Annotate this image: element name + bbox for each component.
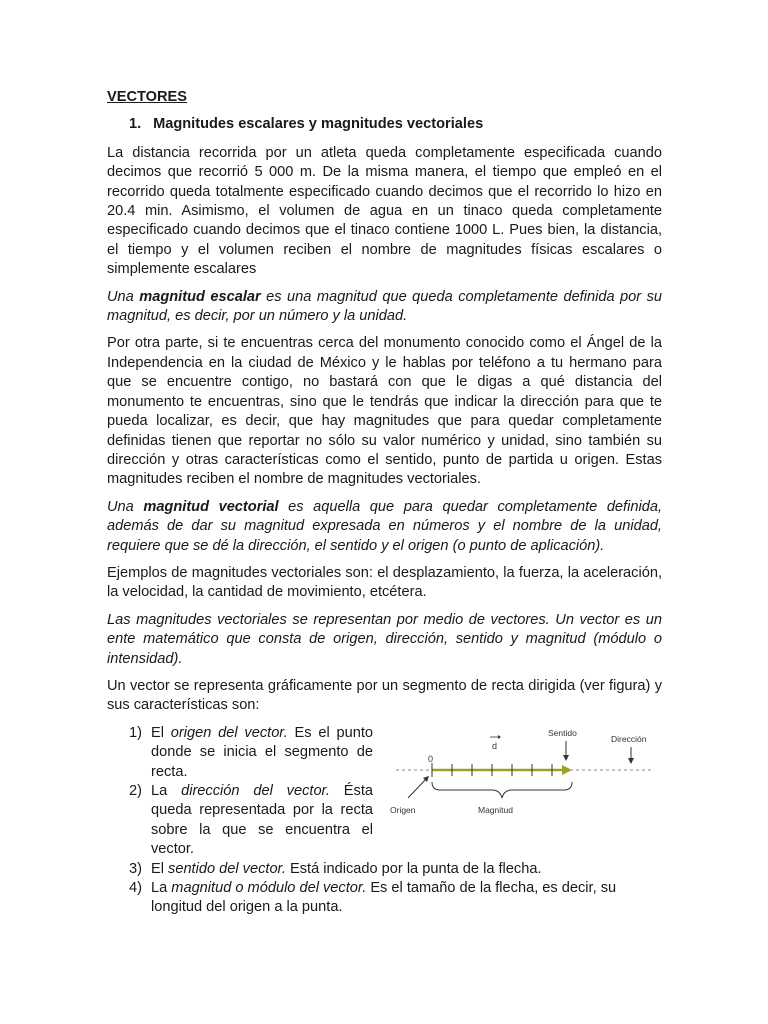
magnitud-label: Magnitud <box>478 804 513 815</box>
list-item-number: 3) <box>129 860 142 877</box>
list-item-pre: La <box>151 880 172 897</box>
list-item-text: Está indicado por la punta de la flecha. <box>285 860 542 877</box>
definition-scalar-pre: Una <box>107 288 140 305</box>
definition-vector-post: es aquella que para quedar completamente definida, además de dar su magnitud expresada en números y el nombre de la unidad, requiere que se dé la dirección, el sentido y el origen (o punto de aplicación). <box>107 498 662 554</box>
list-item-number: 2) <box>129 783 142 799</box>
list-item-number: 1) <box>129 724 142 741</box>
sentido-label: Sentido <box>548 727 577 738</box>
section-heading <box>129 115 662 134</box>
list-item-text: Es el tamaño de la flecha, es decir, su longitud del origen a la punta. <box>151 880 617 916</box>
sentido-arrow-icon <box>563 755 569 761</box>
vector-symbol: d <box>492 740 498 751</box>
list-item <box>107 860 662 879</box>
paragraph-examples: Ejemplos de magnitudes vectoriales son: el desplazamiento, la fuerza, la aceleración, la velocidad, la cantidad de movimiento, etcétera. <box>107 564 662 601</box>
list-item-pre: La <box>151 783 182 799</box>
paragraph-vector-representation: Las magnitudes vectoriales se representan por medio de vectores. Un vector es un ente matemático que consta de origen, dirección, sentido y magnitud (módulo o intensidad). <box>107 611 662 667</box>
list-item-term: magnitud o módulo del vector. <box>171 880 367 897</box>
section-number: 1. <box>129 116 142 133</box>
list-item-term: sentido del vector. <box>168 860 286 877</box>
direccion-label: Dirección <box>611 733 647 744</box>
document-title: VECTORES <box>107 89 188 105</box>
magnitud-brace <box>432 782 572 798</box>
vector-figure <box>390 724 660 832</box>
paragraph-characteristics-intro: Un vector se representa gráficamente por un segmento de recta dirigida (ver figura) y sus características son: <box>107 677 662 714</box>
list-item-pre: El <box>151 860 169 877</box>
characteristics-block <box>107 724 662 918</box>
list-item-text: Es el punto donde se inicia el segmento de recta. <box>151 724 374 780</box>
list-item-term: origen del vector. <box>170 724 288 741</box>
definition-scalar <box>107 288 662 327</box>
origen-label: Origen <box>390 804 416 815</box>
definition-scalar-post: es una magnitud que queda completamente definida por su magnitud, es decir, por un número y la unidad. <box>107 288 663 325</box>
section-title: Magnitudes escalares y magnitudes vectoriales <box>153 116 484 133</box>
list-item-number: 4) <box>129 880 142 897</box>
origen-pointer <box>408 779 426 798</box>
list-item-term: dirección del vector. <box>181 783 330 799</box>
list-item-pre: El <box>151 724 171 741</box>
definition-vector-term: magnitud vectorial <box>143 498 279 515</box>
definition-scalar-term: magnitud escalar <box>139 288 261 305</box>
direccion-arrow-icon <box>628 758 634 764</box>
list-item <box>107 724 373 782</box>
document-page <box>107 88 662 918</box>
paragraph-scalars-intro: La distancia recorrida por un atleta queda completamente especificada cuando decimos que recorrió 5 000 m. De la misma manera, el tiempo que empleó en el recorrido queda totalmente especificado cuando decimos que el recorrido lo hizo en 20.4 min. Asimismo, el volumen de agua en un tinaco queda completamente especificado cuando decimos que el tinaco contiene 1000 L. Pues bien, la distancia, el tiempo y el volumen reciben el nombre de magnitudes físicas escalares o simplemente escalares <box>107 144 662 278</box>
definition-vector <box>107 498 662 556</box>
vector-arrowhead <box>562 765 572 775</box>
paragraph-vectors-intro: Por otra parte, si te encuentras cerca del monumento conocido como el Ángel de la Independencia en la ciudad de México y le hablas por teléfono a tu hermano para que se encuentre contigo, no bastará con que le digas a qué distancia del monumento te encuentras, sino que le tendrás que indicar la dirección para que te pueda localizar, es decir, que hay magnitudes que para quedar completamente definidas tienen que reportar no sólo su valor numérico y unidad, sino también su dirección y otras características como el sentido, punto de partida u origen. Estas magnitudes reciben el nombre de magnitudes vectoriales. <box>107 335 662 488</box>
list-item <box>107 782 373 860</box>
list-item-text: Ésta queda representada por la recta sobre la que se encuentra el vector. <box>151 783 373 858</box>
definition-vector-pre: Una <box>107 498 144 515</box>
zero-label: 0 <box>428 753 434 764</box>
vector-symbol-arrow-icon <box>498 735 501 739</box>
list-item <box>107 879 662 918</box>
